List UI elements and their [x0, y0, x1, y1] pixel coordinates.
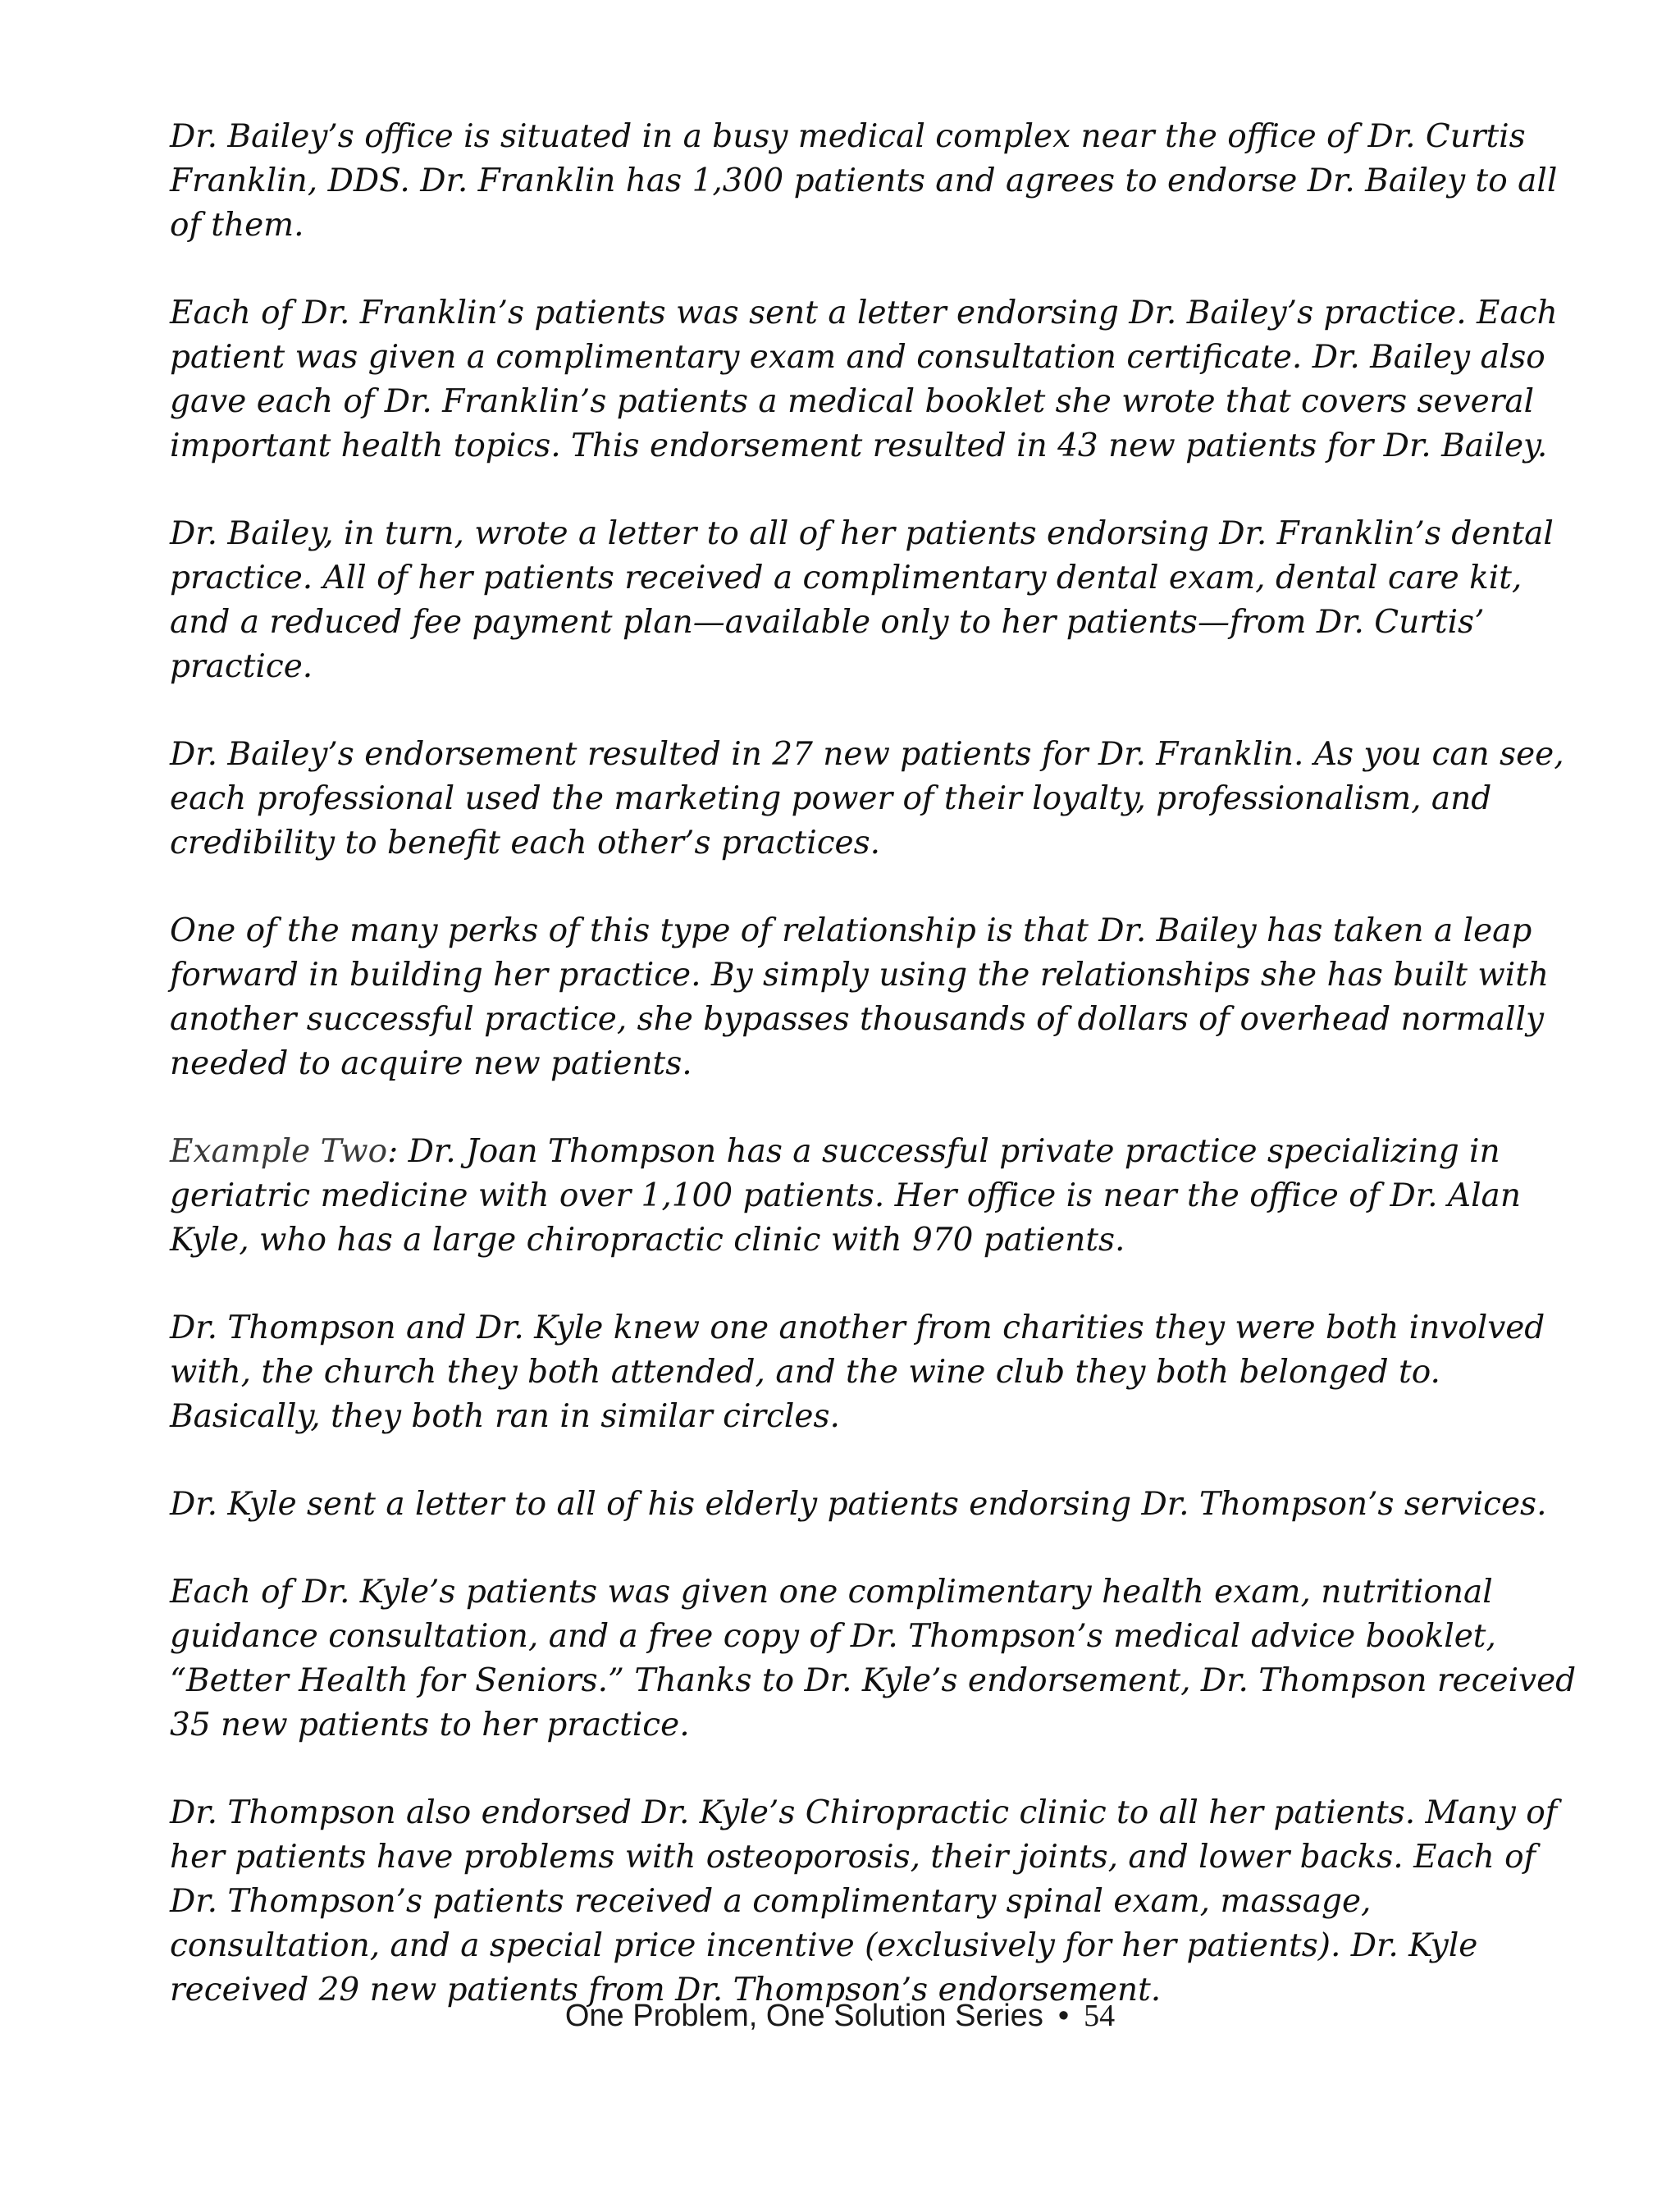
paragraph: Dr. Thompson also endorsed Dr. Kyle’s Chiropractic clinic to all her patients. Many of her patients have problems with osteoporosis, their joints, and lower backs. Each of Dr. Thompson’s patients received a complimentary spinal exam, massage, consultation, and a special price incentive (exclusively for her patients). Dr. Kyle received 29 new patients from Dr. Thompson’s endorsement.: [170, 1794, 1558, 2008]
paragraph: Dr. Bailey, in turn, wrote a letter to all of her patients endorsing Dr. Franklin’s dental practice. All of her patients received a complimentary dental exam, dental care kit, and a reduced fee payment plan—available only to her patients—from Dr. Curtis’ practice.: [170, 515, 1554, 685]
example-two-label: Example Two: [170, 1133, 388, 1170]
example-two-text: Dr. Joan Thompson has a successful private practice specializing in geriatric medicine with over 1,100 patients. Her office is near the office of Dr. Alan Kyle, who has a large chiropractic clinic with 970 patients.: [170, 1133, 1521, 1259]
series-title: One Problem, One Solution Series: [564, 1999, 1043, 2033]
body-text: [170, 115, 1581, 2013]
paragraph: Dr. Bailey’s office is situated in a busy medical complex near the office of Dr. Curtis Franklin, DDS. Dr. Franklin has 1,300 patients and agrees to endorse Dr. Bailey to all of them.: [170, 118, 1558, 244]
paragraph: Dr. Bailey’s endorsement resulted in 27 new patients for Dr. Franklin. As you can see, each professional used the marketing power of their loyalty, professionalism, and credibility to benefit each other’s practices.: [170, 736, 1564, 861]
example-two-separator: :: [387, 1133, 409, 1170]
example-two-paragraph: [170, 1130, 1581, 1263]
paragraph: Each of Dr. Franklin’s patients was sent a letter endorsing Dr. Bailey’s practice. Each patient was given a complimentary exam and consultation certificate. Dr. Bailey also gave each of Dr. Franklin’s patients a medical booklet she wrote that covers several important health topics. This endorsement resulted in 43 new patients for Dr. Bailey.: [170, 295, 1558, 464]
page-footer: [0, 1995, 1680, 2036]
paragraph: Dr. Kyle sent a letter to all of his elderly patients endorsing Dr. Thompson’s services.: [170, 1486, 1547, 1523]
paragraph: Each of Dr. Kyle’s patients was given one complimentary health exam, nutritional guidance consultation, and a free copy of Dr. Thompson’s medical advice booklet, “Better Health for Seniors.” Thanks to Dr. Kyle’s endorsement, Dr. Thompson received 35 new patients to her practice.: [170, 1574, 1577, 1743]
bullet-separator: •: [1057, 1999, 1070, 2033]
paragraph: One of the many perks of this type of relationship is that Dr. Bailey has taken a leap forward in building her practice. By simply using the relationships she has built with another successful practice, she bypasses thousands of dollars of overhead normally needed to acquire new patients.: [170, 912, 1550, 1082]
page-number: 54: [1084, 1999, 1116, 2033]
paragraph: Dr. Thompson and Dr. Kyle knew one another from charities they were both involved with, the church they both attended, and the wine club they both belonged to. Basically, they both ran in similar circles.: [170, 1309, 1545, 1435]
